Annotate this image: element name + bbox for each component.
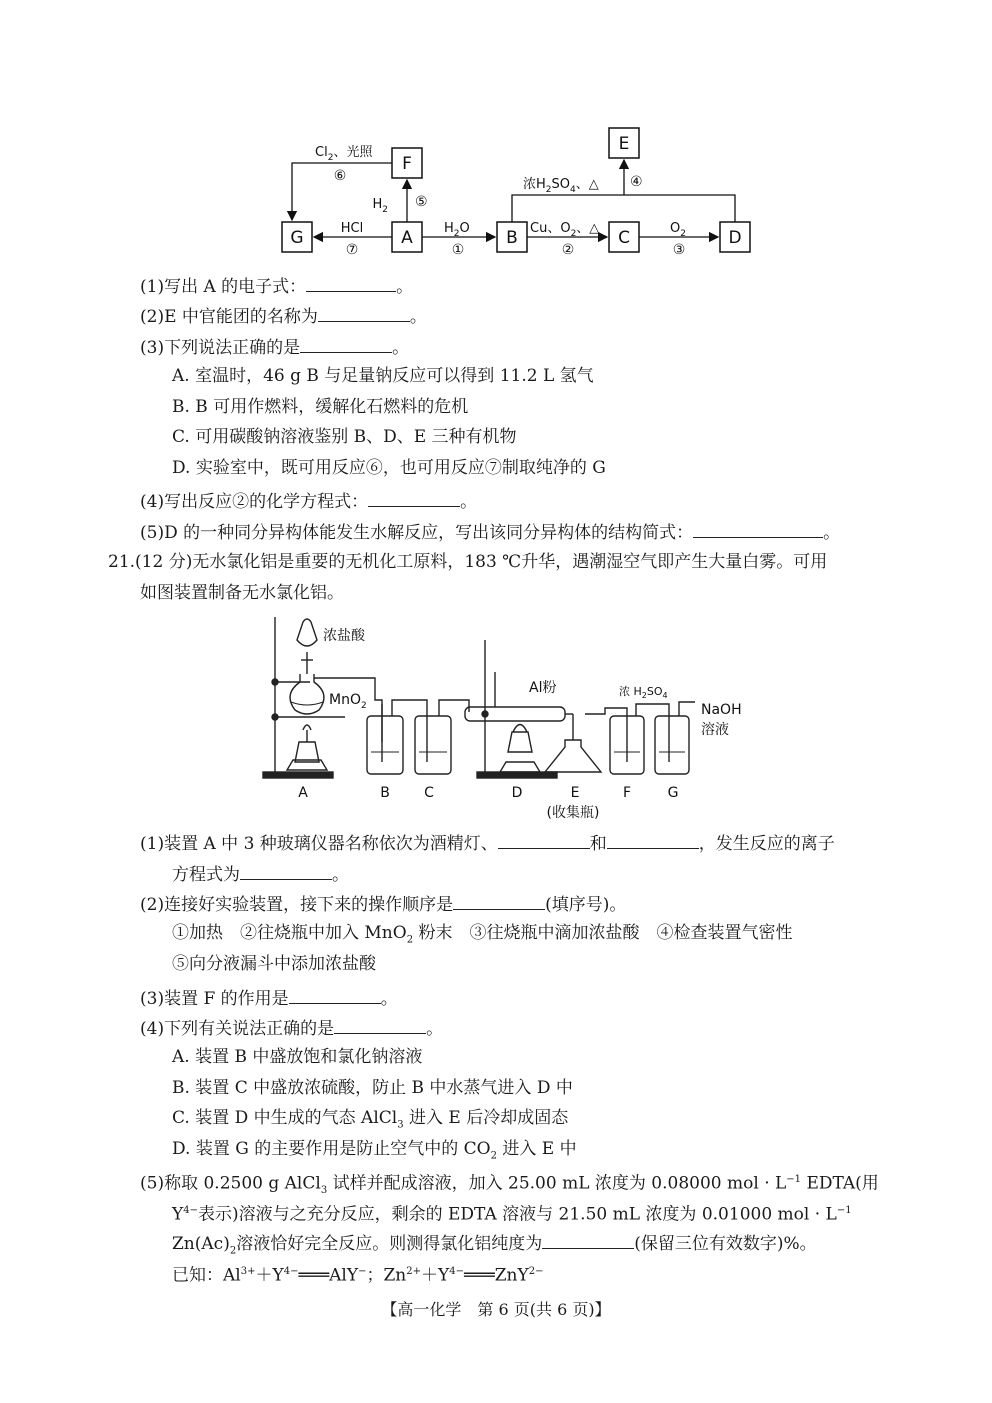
box-e <box>609 128 639 158</box>
q21-part5-line4: 已知：$Al^{3+}+Y^{4-}═══AlY^-$；$Zn^{2+}+Y^{4-}═══ZnY^{2-}$ <box>172 1265 544 1286</box>
letter-f: F <box>622 785 632 801</box>
label-al-powder: Al粉 <box>529 680 557 696</box>
label-collect-bottle: (收集瓶) <box>546 805 600 821</box>
apparatus-c <box>415 700 469 774</box>
letter-a: A <box>298 785 308 801</box>
reaction-flowchart <box>270 120 770 260</box>
answer-blank[interactable] <box>306 273 396 292</box>
answer-blank[interactable] <box>334 1015 426 1034</box>
label-conc-hcl: 浓盐酸 <box>323 628 365 644</box>
q20-part4: (4)写出反应②的化学方程式： 。 <box>140 488 477 513</box>
q21-option-a: A. 装置 B 中盛放饱和氯化钠溶液 <box>172 1047 423 1067</box>
answer-blank[interactable] <box>498 830 590 849</box>
label-n5: ⑤ <box>415 194 428 210</box>
box-d <box>720 222 750 252</box>
label-n1: ① <box>451 242 465 258</box>
q21-part2-option5: ⑤向分液漏斗中添加浓盐酸 <box>172 954 376 974</box>
label-solution: 溶液 <box>701 722 729 738</box>
box-b <box>497 222 527 252</box>
box-a <box>392 222 422 252</box>
answer-blank[interactable] <box>240 861 332 880</box>
box-c <box>609 222 639 252</box>
svg-text:B: B <box>506 228 518 248</box>
label-mno2: MnO$_2$ <box>329 692 367 711</box>
apparatus-g <box>655 702 695 774</box>
apparatus-diagram <box>255 612 765 822</box>
label-o2: $O_2$ <box>670 221 686 239</box>
letter-b: B <box>380 785 390 801</box>
label-n4: ④ <box>630 174 643 190</box>
q21-option-b: B. 装置 C 中盛放浓硫酸，防止 B 中水蒸气进入 D 中 <box>172 1078 573 1098</box>
answer-blank[interactable] <box>542 1230 634 1249</box>
label-cu-o2: Cu、$O_2$、△ <box>530 221 600 239</box>
svg-text:D: D <box>728 228 742 248</box>
svg-text:F: F <box>402 154 412 174</box>
label-n7: ⑦ <box>345 242 359 258</box>
bracket-b-d <box>512 195 735 222</box>
q20-part3: (3)下列说法正确的是 。 <box>140 334 409 359</box>
label-naoh: NaOH <box>701 702 742 718</box>
answer-blank[interactable] <box>607 830 699 849</box>
q21-option-c: C. 装置 D 中生成的气态 AlCl$_3$ 进入 E 后冷却成固态 <box>172 1108 569 1131</box>
label-h2: $H_2$ <box>372 197 388 215</box>
q20-option-c: C. 可用碳酸钠溶液鉴别 B、D、E 三种有机物 <box>172 427 517 447</box>
answer-blank[interactable] <box>300 334 392 353</box>
answer-blank[interactable] <box>453 891 545 910</box>
letter-g: G <box>667 785 679 801</box>
q21-part3: (3)装置 F 的作用是 。 <box>140 985 398 1010</box>
q20-part1: (1)写出 A 的电子式： 。 <box>140 273 413 298</box>
q20-option-d: D. 实验室中，既可用反应⑥，也可用反应⑦制取纯净的 G <box>172 458 606 478</box>
q21-part2: (2)连接好实验装置，接下来的操作顺序是 (填序号)。 <box>140 891 626 916</box>
q21-part2-options: ①加热 ②往烧瓶中加入 MnO$_2$ 粉末 ③往烧瓶中滴加浓盐酸 ④检查装置气密性 <box>172 923 793 946</box>
apparatus-b <box>367 700 427 774</box>
q21-part1-line2: 方程式为 。 <box>172 861 349 886</box>
q21-intro-line1: 21.(12 分)无水氯化铝是重要的无机化工原料，183 ℃升华，遇潮湿空气即产生大量白雾。可用 <box>108 552 828 572</box>
apparatus-f <box>610 704 669 774</box>
q20-option-b: B. B 可用作燃料，缓解化石燃料的危机 <box>172 397 469 417</box>
label-n2: ② <box>561 242 575 258</box>
svg-text:C: C <box>618 228 630 248</box>
letter-e: E <box>570 785 580 801</box>
svg-text:G: G <box>290 228 304 248</box>
q20-part5: (5)D 的一种同分异构体能发生水解反应，写出该同分异构体的结构简式： 。 <box>140 519 840 544</box>
label-conc-h2so4: 浓 $H_2SO_4$ <box>619 685 668 700</box>
page-footer: 【高一化学 第 6 页(共 6 页)】 <box>381 1300 611 1319</box>
q21-intro-line2: 如图装置制备无水氯化铝。 <box>140 583 344 603</box>
answer-blank[interactable] <box>368 488 460 507</box>
answer-blank[interactable] <box>289 985 381 1004</box>
q21-part5-line3: $Zn(Ac)_2$溶液恰好完全反应。则测得氯化铝纯度为 (保留三位有效数字)%。 <box>172 1230 817 1262</box>
q21-part5-line1: (5)称取 0.2500 g AlCl$_3$ 试样并配成溶液，加入 25.00 mL 浓度为 0.08000 mol · $L^{-1}$ EDTA(用 <box>140 1173 879 1197</box>
letter-c: C <box>424 785 434 801</box>
svg-text:A: A <box>401 228 413 248</box>
q21-part1-line1: (1)装置 A 中 3 种玻璃仪器名称依次为酒精灯、 和 ，发生反应的离子 <box>140 830 835 855</box>
label-n3: ③ <box>672 242 686 258</box>
q20-part2: (2)E 中官能团的名称为 。 <box>140 303 427 328</box>
apparatus-e <box>545 708 627 772</box>
box-f <box>392 148 422 178</box>
box-g <box>282 222 312 252</box>
q21-part4: (4)下列有关说法正确的是 。 <box>140 1015 443 1040</box>
label-cl2: $Cl_2$、光照 <box>315 145 373 163</box>
label-h2o: $H_2O$ <box>444 221 470 239</box>
label-n6: ⑥ <box>333 168 347 184</box>
label-h2so4: 浓$H_2SO_4$、△ <box>523 177 599 195</box>
label-hcl: HCl <box>340 221 364 236</box>
letter-d: D <box>511 785 523 801</box>
answer-blank[interactable] <box>693 519 823 538</box>
q21-option-d: D. 装置 G 的主要作用是防止空气中的 $CO_2$ 进入 E 中 <box>172 1139 577 1162</box>
svg-text:E: E <box>618 134 630 154</box>
q21-part5-line2: $Y^{4-}$表示)溶液与之充分反应，剩余的 EDTA 溶液与 21.50 mL 浓度为 0.01000 mol · $L^{-1}$ <box>172 1204 852 1225</box>
answer-blank[interactable] <box>318 303 410 322</box>
q20-option-a: A. 室温时，46 g B 与足量钠反应可以得到 11.2 L 氢气 <box>172 366 594 386</box>
